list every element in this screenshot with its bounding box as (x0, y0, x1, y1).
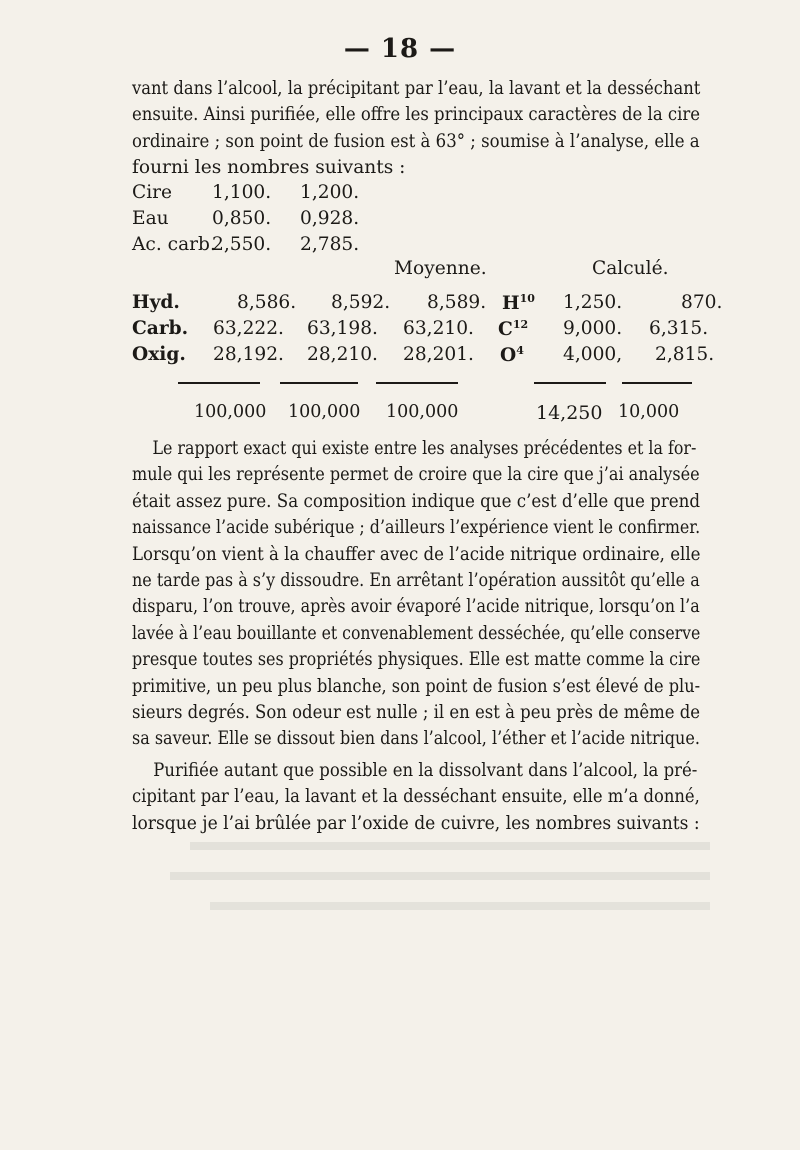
sample-value-2: 0,928. (300, 208, 360, 229)
column-rule (280, 382, 358, 384)
text-line: primitive, un peu plus blanche, son point de fusion s’est élevé de plu- (132, 675, 701, 697)
column-rule (376, 382, 458, 384)
column-rule (622, 382, 692, 384)
text-line: lavée à l’eau bouillante et convenablement desséchée, qu’elle conserve (132, 622, 701, 644)
element-symbol: C (498, 319, 513, 340)
text-line: presque toutes ses propriétés physiques. Elle est matte comme la cire (132, 649, 701, 671)
sample-value-1: 1,100. (212, 182, 272, 203)
text-line: mule qui les représente permet de croire que la cire que j’ai analysée (132, 464, 700, 486)
result-value-a: 28,192. (213, 344, 284, 365)
result-value-a: 8,586. (237, 292, 297, 313)
text-line: sa saveur. Elle se dissout bien dans l’alcool, l’éther et l’acide nitrique. (132, 728, 700, 750)
text-line: vant dans l’alcool, la précipitant par l’eau, la lavant et la desséchant (132, 78, 701, 99)
total-value: 100,000 (288, 402, 361, 422)
result-element (498, 318, 528, 340)
result-value-b: 8,592. (331, 292, 391, 313)
element-subscript: 10 (519, 292, 535, 305)
result-row (132, 318, 709, 344)
total-value: 100,000 (386, 402, 459, 422)
bleed-through (150, 830, 710, 930)
sample-value-2: 2,785. (300, 234, 360, 255)
result-calc-percent: 2,815. (655, 344, 715, 365)
result-element (500, 344, 524, 366)
text-line: était assez pure. Sa composition indique que c’est d’elle que prend (132, 490, 701, 512)
result-row (132, 292, 723, 318)
text-line: fourni les nombres suivants : (132, 157, 406, 179)
total-value: 100,000 (194, 402, 267, 422)
result-mean: 63,210. (403, 318, 474, 339)
result-label: Hyd. (132, 292, 180, 313)
sample-value-2: 1,200. (300, 182, 360, 203)
result-mean: 8,589. (427, 292, 487, 313)
text-line: disparu, l’on trouve, après avoir évaporé l’acide nitrique, lorsqu’on l’a (132, 596, 700, 618)
element-subscript: 12 (512, 318, 529, 331)
text-line: ne tarde pas à s’y dissoudre. En arrêtant l’opération aussitôt qu’elle a (132, 570, 700, 592)
result-calc: 9,000. (563, 318, 623, 339)
result-element (502, 292, 535, 314)
text-line: naissance l’acide subérique ; d’ailleurs l’expérience vient le confirmer. (132, 517, 701, 539)
text-line: cipitant par l’eau, la lavant et la desséchant ensuite, elle m’a donné, (132, 786, 700, 808)
total-value: 10,000 (618, 402, 680, 422)
sample-label: Ac. carb. (132, 234, 216, 255)
text-line: Le rapport exact qui existe entre les analyses précédentes et la for- (152, 438, 697, 459)
sample-value-1: 0,850. (212, 208, 272, 229)
text-line: Lorsqu’on vient à la chauffer avec de l’acide nitrique ordinaire, elle (132, 543, 701, 565)
element-subscript: 4 (516, 344, 524, 357)
column-rule (534, 382, 606, 384)
text-line: Purifiée autant que possible en la dissolvant dans l’alcool, la pré- (153, 760, 698, 781)
sample-label: Eau (132, 208, 169, 229)
text-line: lorsque je l’ai brûlée par l’oxide de cuivre, les nombres suivants : (132, 812, 700, 834)
column-rule (178, 382, 260, 384)
text-line: ensuite. Ainsi purifiée, elle offre les principaux caractères de la cire (132, 104, 701, 126)
sample-value-1: 2,550. (212, 234, 272, 255)
body-paragraph (132, 758, 700, 837)
body-paragraph (132, 436, 700, 753)
element-symbol: H (502, 293, 520, 314)
text-line: sieurs degrés. Son odeur est nulle ; il en est à peu près de même de (132, 702, 700, 724)
result-value-b: 28,210. (307, 344, 378, 365)
page-number: — 18 — (343, 34, 457, 64)
result-calc-percent: 870. (681, 292, 723, 313)
intro-paragraph (132, 76, 700, 182)
result-mean: 28,201. (403, 344, 474, 365)
result-value-b: 63,198. (307, 318, 378, 339)
element-symbol: O (500, 345, 517, 366)
text-line: ordinaire ; son point de fusion est à 63° ; soumise à l’analyse, elle a (132, 130, 700, 152)
sample-label: Cire (132, 182, 173, 203)
result-calc-percent: 6,315. (649, 318, 709, 339)
header-mean: Moyenne. (394, 258, 487, 279)
result-label: Oxig. (132, 344, 186, 365)
result-value-a: 63,222. (213, 318, 284, 339)
result-calc: 4,000, (563, 344, 623, 365)
result-calc: 1,250. (563, 292, 623, 313)
header-calculated: Calculé. (592, 258, 669, 279)
result-row (132, 344, 715, 370)
total-value: 14,250 (536, 402, 603, 424)
result-label: Carb. (132, 318, 189, 339)
